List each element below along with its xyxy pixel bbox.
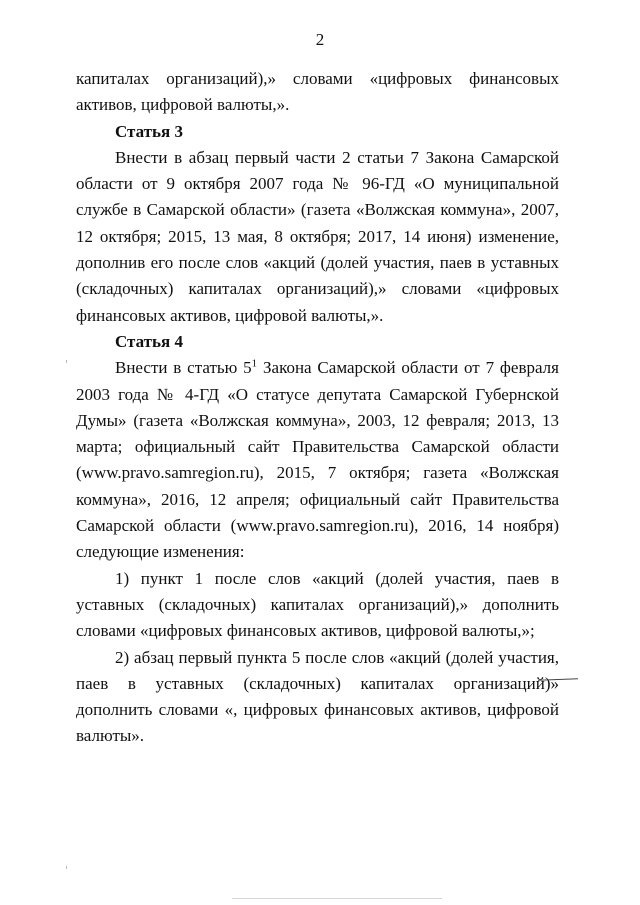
margin-mark bbox=[66, 866, 67, 869]
paragraph-continuation: капиталах организаций),» словами «цифровых финансовых активов, цифровой валюты,». bbox=[76, 69, 559, 115]
page-number: 2 bbox=[315, 30, 325, 49]
margin-mark bbox=[66, 360, 67, 363]
article-4-intro-rest: Закона Самарской области от 7 февраля 2003 года № 4-ГД «О статусе депутата Самарской Губернской Думы» (газета «Волжская коммуна», 2003, 12 февраля; 2013, 13 марта; официальный сайт Правительства Самарской области (www.pravo.samregion.ru), 2015, 7 октября; газета «Волжская коммуна», 2016, 12 апреля; официальный сайт Правительства Самарской области (www.pravo.samregion.ru), 2016, 14 ноября) следующие изменения: bbox=[76, 358, 559, 562]
amendment-item-1: 1) пункт 1 после слов «акций (долей участия, паев в уставных (складочных) капиталах организаций),» дополнить словами «цифровых финансовых активов, цифровой валюты,»; bbox=[76, 568, 559, 641]
article-4-intro-paragraph bbox=[76, 355, 559, 565]
scan-bottom-line bbox=[232, 898, 442, 899]
amendment-item-2: 2) абзац первый пункта 5 после слов «акций (долей участия, паев в уставных (складочных) капиталах организаций)» дополнить словами «, цифровых финансовых активов, цифровой валюты». bbox=[76, 647, 559, 746]
article-4-heading: Статья 4 bbox=[115, 331, 183, 351]
document-body bbox=[76, 66, 559, 750]
article-3-heading: Статья 3 bbox=[115, 121, 183, 141]
article-number-superscript: 1 bbox=[251, 357, 258, 370]
article-3-paragraph: Внести в абзац первый части 2 статьи 7 Закона Самарской области от 9 октября 2007 года № 96-ГД «О муниципальной службе в Самарской области» (газета «Волжская коммуна», 2007, 12 октября; 2015, 13 мая, 8 октября; 2017, 14 июня) изменение, дополнив его после слов «акций (долей участия, паев в уставных (складочных) капиталах организаций),» словами «цифровых финансовых активов, цифровой валюты,». bbox=[76, 147, 559, 325]
article-4-intro-start: Внести в статью 5 bbox=[115, 358, 252, 378]
